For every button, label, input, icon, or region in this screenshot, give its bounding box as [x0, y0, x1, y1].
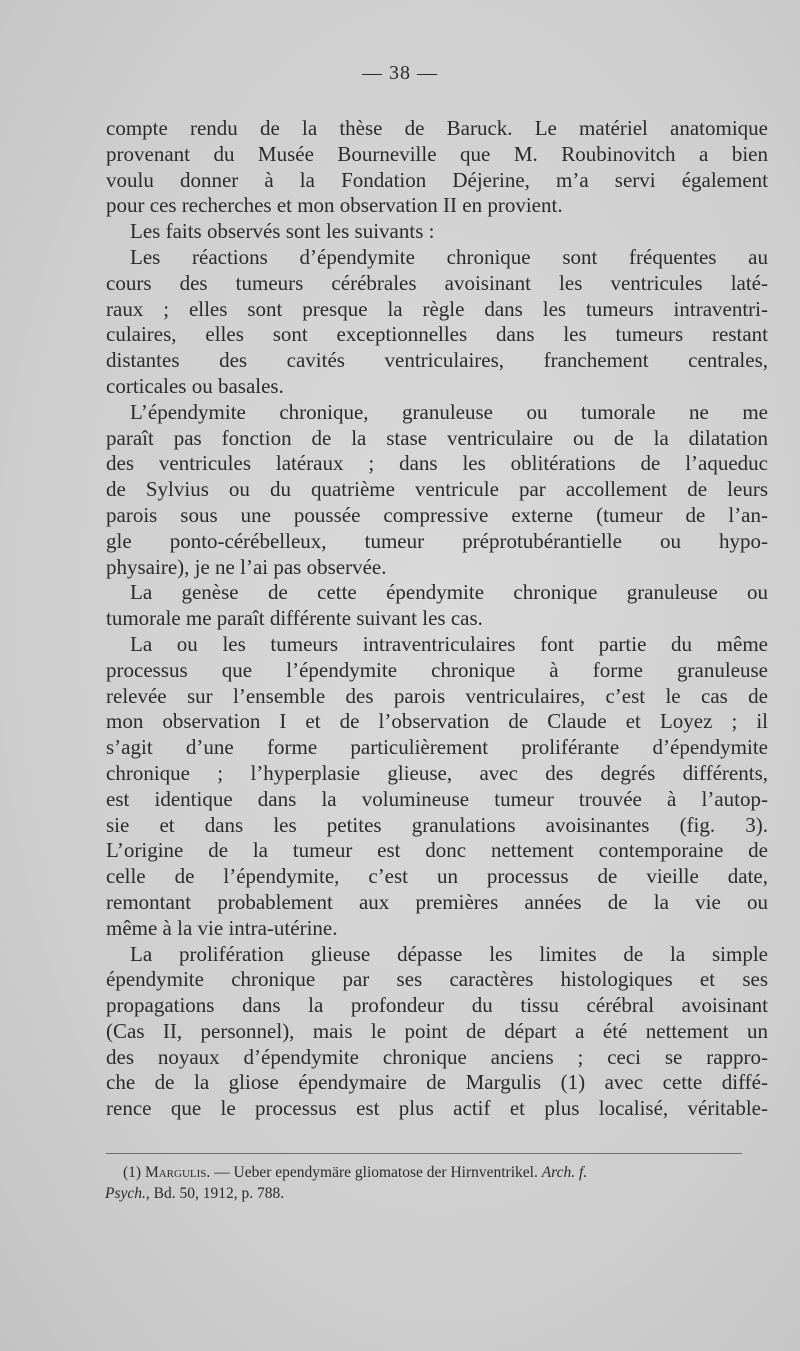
text-line: mon observation I et de l’observation de Claude et Loyez ; il: [106, 709, 768, 734]
text-line: celle de l’épendymite, c’est un processus de vieille date,: [106, 864, 768, 889]
text-line: s’agit d’une forme particulièrement proliférante d’épendymite: [106, 735, 768, 760]
text-line: rence que le processus est plus actif et plus localisé, véritable-: [106, 1096, 768, 1121]
text-line: relevée sur l’ensemble des parois ventriculaires, c’est le cas de: [106, 683, 768, 708]
text-line: pour ces recherches et mon observation II en provient.: [106, 193, 563, 218]
text-line: des noyaux d’épendymite chronique anciens ; ceci se rappro-: [106, 1044, 768, 1069]
footnote-line-2: [105, 1183, 763, 1204]
body-text: [106, 116, 768, 1122]
text-line: gle ponto-cérébelleux, tumeur préprotubérantielle ou hypo-: [106, 528, 768, 553]
footnote-journal-2: Psych.: [105, 1185, 146, 1202]
text-line: provenant du Musée Bourneville que M. Roubinovitch a bien: [106, 141, 768, 166]
text-line: La genèse de cette épendymite chronique granuleuse ou: [130, 580, 768, 605]
text-line: épendymite chronique par ses caractères histologiques et ses: [106, 967, 768, 992]
text-line: même à la vie intra-utérine.: [106, 915, 338, 940]
text-line: L’épendymite chronique, granuleuse ou tumorale ne me: [130, 399, 768, 424]
text-line: Les réactions d’épendymite chronique sont fréquentes au: [130, 244, 768, 269]
text-line: processus que l’épendymite chronique à forme granuleuse: [106, 657, 768, 682]
text-line: culaires, elles sont exceptionnelles dans les tumeurs restant: [106, 322, 768, 347]
page-number: — 38 —: [362, 62, 438, 84]
footnote-text: . — Ueber ependymäre gliomatose der Hirnventrikel.: [206, 1164, 538, 1181]
text-line: propagations dans la profondeur du tissu cérébral avoisinant: [106, 993, 768, 1018]
text-line: La ou les tumeurs intraventriculaires font partie du même: [130, 631, 768, 656]
text-line: chronique ; l’hyperplasie glieuse, avec des degrés différents,: [106, 760, 768, 785]
text-line: voulu donner à la Fondation Déjerine, m’a servi également: [106, 167, 768, 192]
text-line: raux ; elles sont presque la règle dans les tumeurs intraventri-: [106, 296, 768, 321]
footnote-divider: [106, 1153, 742, 1154]
text-line: tumorale me paraît différente suivant les cas.: [106, 606, 483, 631]
text-line: corticales ou basales.: [106, 373, 284, 398]
text-line: est identique dans la volumineuse tumeur trouvée à l’autop-: [106, 786, 768, 811]
footnote-marker: (1): [123, 1164, 142, 1181]
text-line: La prolifération glieuse dépasse les limites de la simple: [130, 941, 768, 966]
footnote-line-1: [123, 1162, 763, 1183]
text-line: Les faits observés sont les suivants :: [130, 219, 435, 244]
footnote-author: Margulis: [144, 1164, 207, 1181]
text-line: physaire), je ne l’ai pas observée.: [106, 554, 387, 579]
text-line: des ventricules latéraux ; dans les oblitérations de l’aqueduc: [106, 451, 768, 476]
text-line: compte rendu de la thèse de Baruck. Le matériel anatomique: [106, 116, 768, 140]
text-line: L’origine de la tumeur est donc nettement contemporaine de: [106, 838, 768, 863]
text-line: distantes des cavités ventriculaires, franchement centrales,: [106, 348, 768, 373]
footnote-details: , Bd. 50, 1912, p. 788.: [145, 1185, 285, 1202]
text-line: remontant probablement aux premières années de la vie ou: [106, 889, 768, 914]
text-line: de Sylvius ou du quatrième ventricule par accollement de leurs: [106, 477, 768, 502]
text-line: che de la gliose épendymaire de Margulis (1) avec cette diffé-: [106, 1070, 768, 1095]
text-line: parois sous une poussée compressive externe (tumeur de l’an-: [106, 502, 768, 527]
footnote-journal-1: Arch. f.: [541, 1164, 588, 1181]
text-line: (Cas II, personnel), mais le point de départ a été nettement un: [106, 1018, 768, 1043]
text-line: sie et dans les petites granulations avoisinantes (fig. 3).: [106, 812, 768, 837]
text-line: paraît pas fonction de la stase ventriculaire ou de la dilatation: [106, 425, 768, 450]
text-line: cours des tumeurs cérébrales avoisinant les ventricules laté-: [106, 270, 768, 295]
footnote: [105, 1162, 763, 1204]
